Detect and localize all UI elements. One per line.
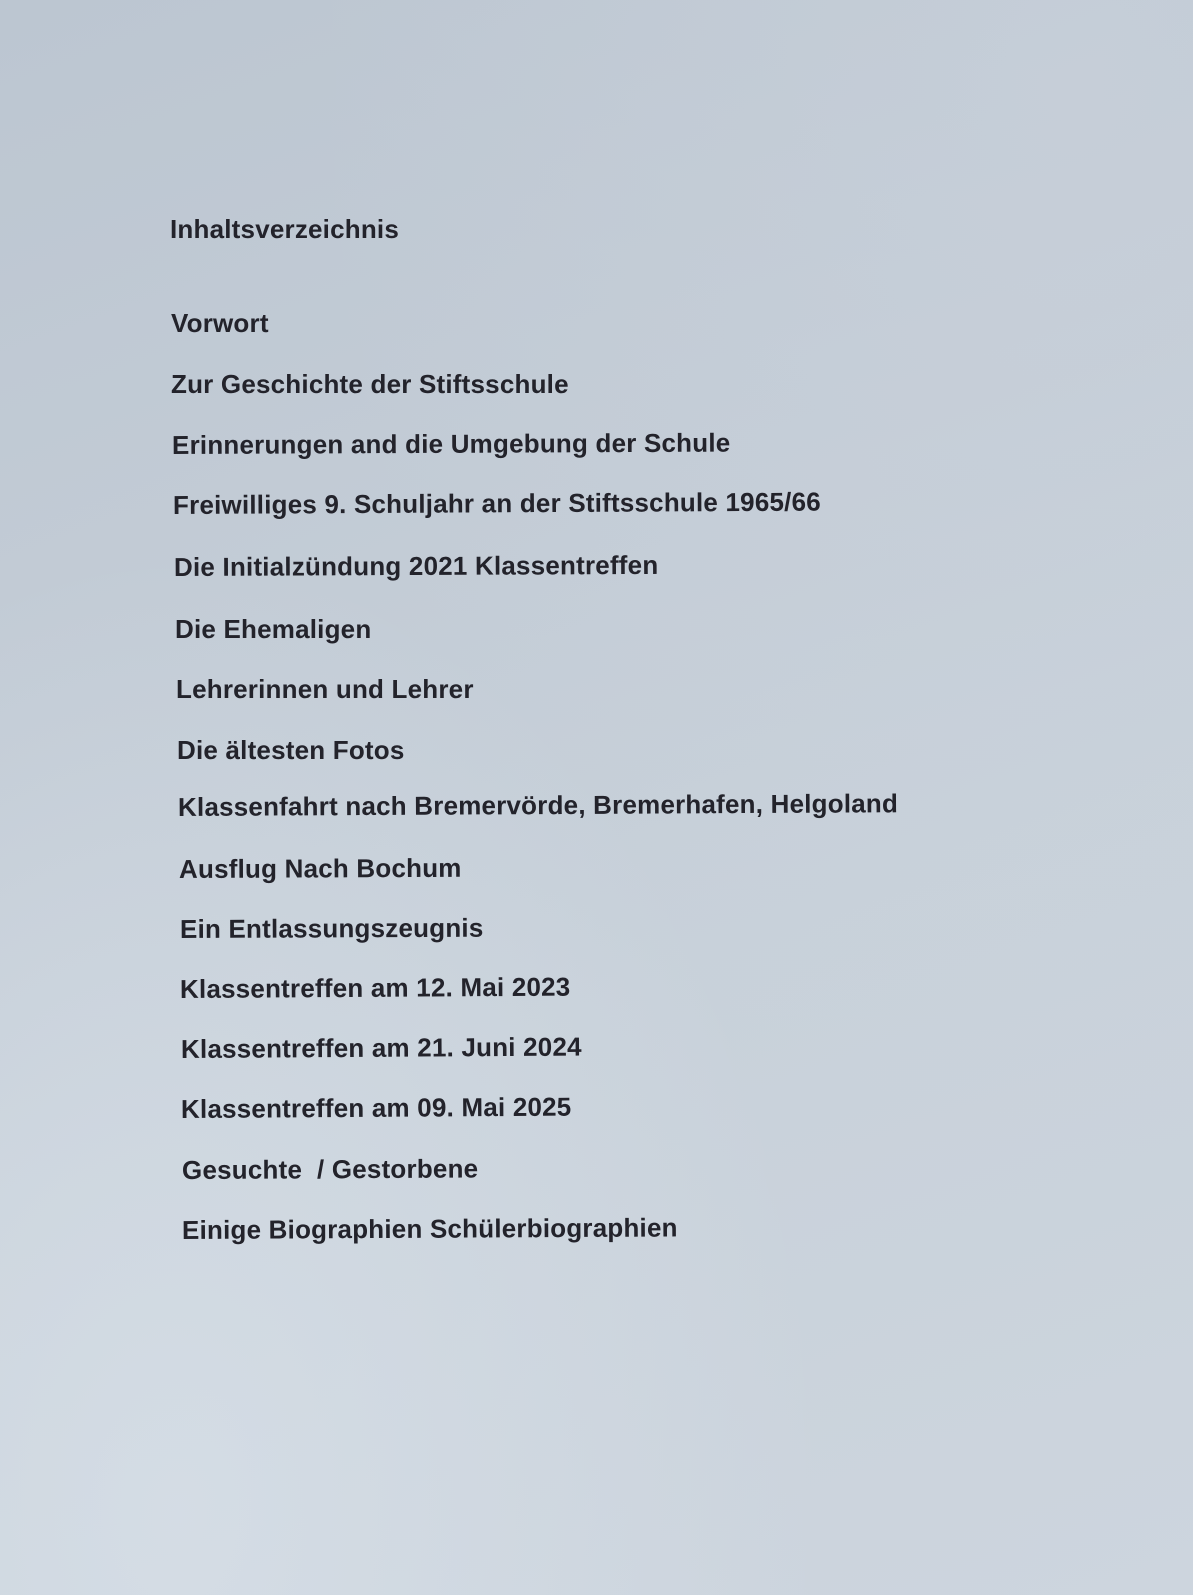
toc-title: Inhaltsverzeichnis: [170, 214, 400, 244]
toc-entry: Erinnerungen and die Umgebung der Schule: [171, 427, 731, 460]
toc-entry: Die Initialzündung 2021 Klassentreffen: [173, 549, 659, 582]
toc-entry: Zur Geschichte der Stiftsschule: [171, 369, 569, 399]
toc-entry: Die Ehemaligen: [175, 614, 372, 644]
toc-entry: Klassentreffen am 12. Mai 2023: [179, 971, 571, 1004]
toc-entry: Freiwilliges 9. Schuljahr an der Stiftsschule 1965/66: [172, 486, 821, 520]
toc-entry: Die ältesten Fotos: [177, 735, 405, 765]
toc-entry: Lehrerinnen und Lehrer: [176, 674, 474, 704]
toc-entry: Vorwort: [171, 308, 269, 338]
toc-entry: Einige Biographien Schülerbiographien: [181, 1212, 678, 1245]
toc-entry: Klassentreffen am 21. Juni 2024: [180, 1031, 582, 1064]
toc-entry: Ein Entlassungszeugnis: [179, 912, 484, 944]
toc-entry: Ausflug Nach Bochum: [178, 852, 462, 884]
toc-entry: Klassentreffen am 09. Mai 2025: [180, 1091, 572, 1124]
toc-entry: Gesuchte / Gestorbene: [181, 1153, 479, 1185]
toc-entry: Klassenfahrt nach Bremervörde, Bremerhafen, Helgoland: [177, 788, 899, 822]
